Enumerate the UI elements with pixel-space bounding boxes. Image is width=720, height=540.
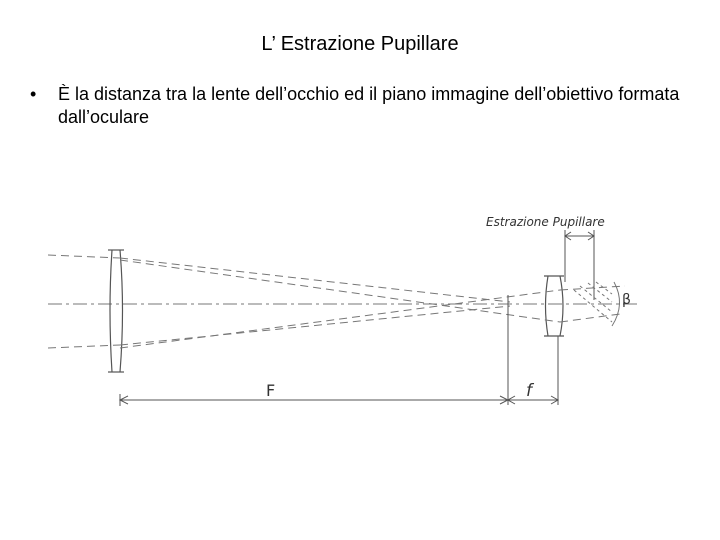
light-rays [48,255,625,348]
eyepiece-focal-dimension [508,396,558,404]
eyepiece-focal-label: f [526,381,532,401]
bullet-marker: • [30,84,37,104]
objective-focal-dimension [120,394,508,406]
eye-relief-label: Estrazione Pupillare [486,215,605,229]
objective-focal-label: F [266,381,276,400]
eyepiece-lens [544,276,564,336]
eye-relief-dimension [565,230,594,300]
slide-title: L’ Estrazione Pupillare [261,33,459,55]
bullet-text: È la distanza tra la lente dell’occhio ed il piano immagine dell’obiettivo formata dall’oculare [58,84,680,127]
angle-label: β [622,292,631,308]
objective-lens [108,250,124,372]
